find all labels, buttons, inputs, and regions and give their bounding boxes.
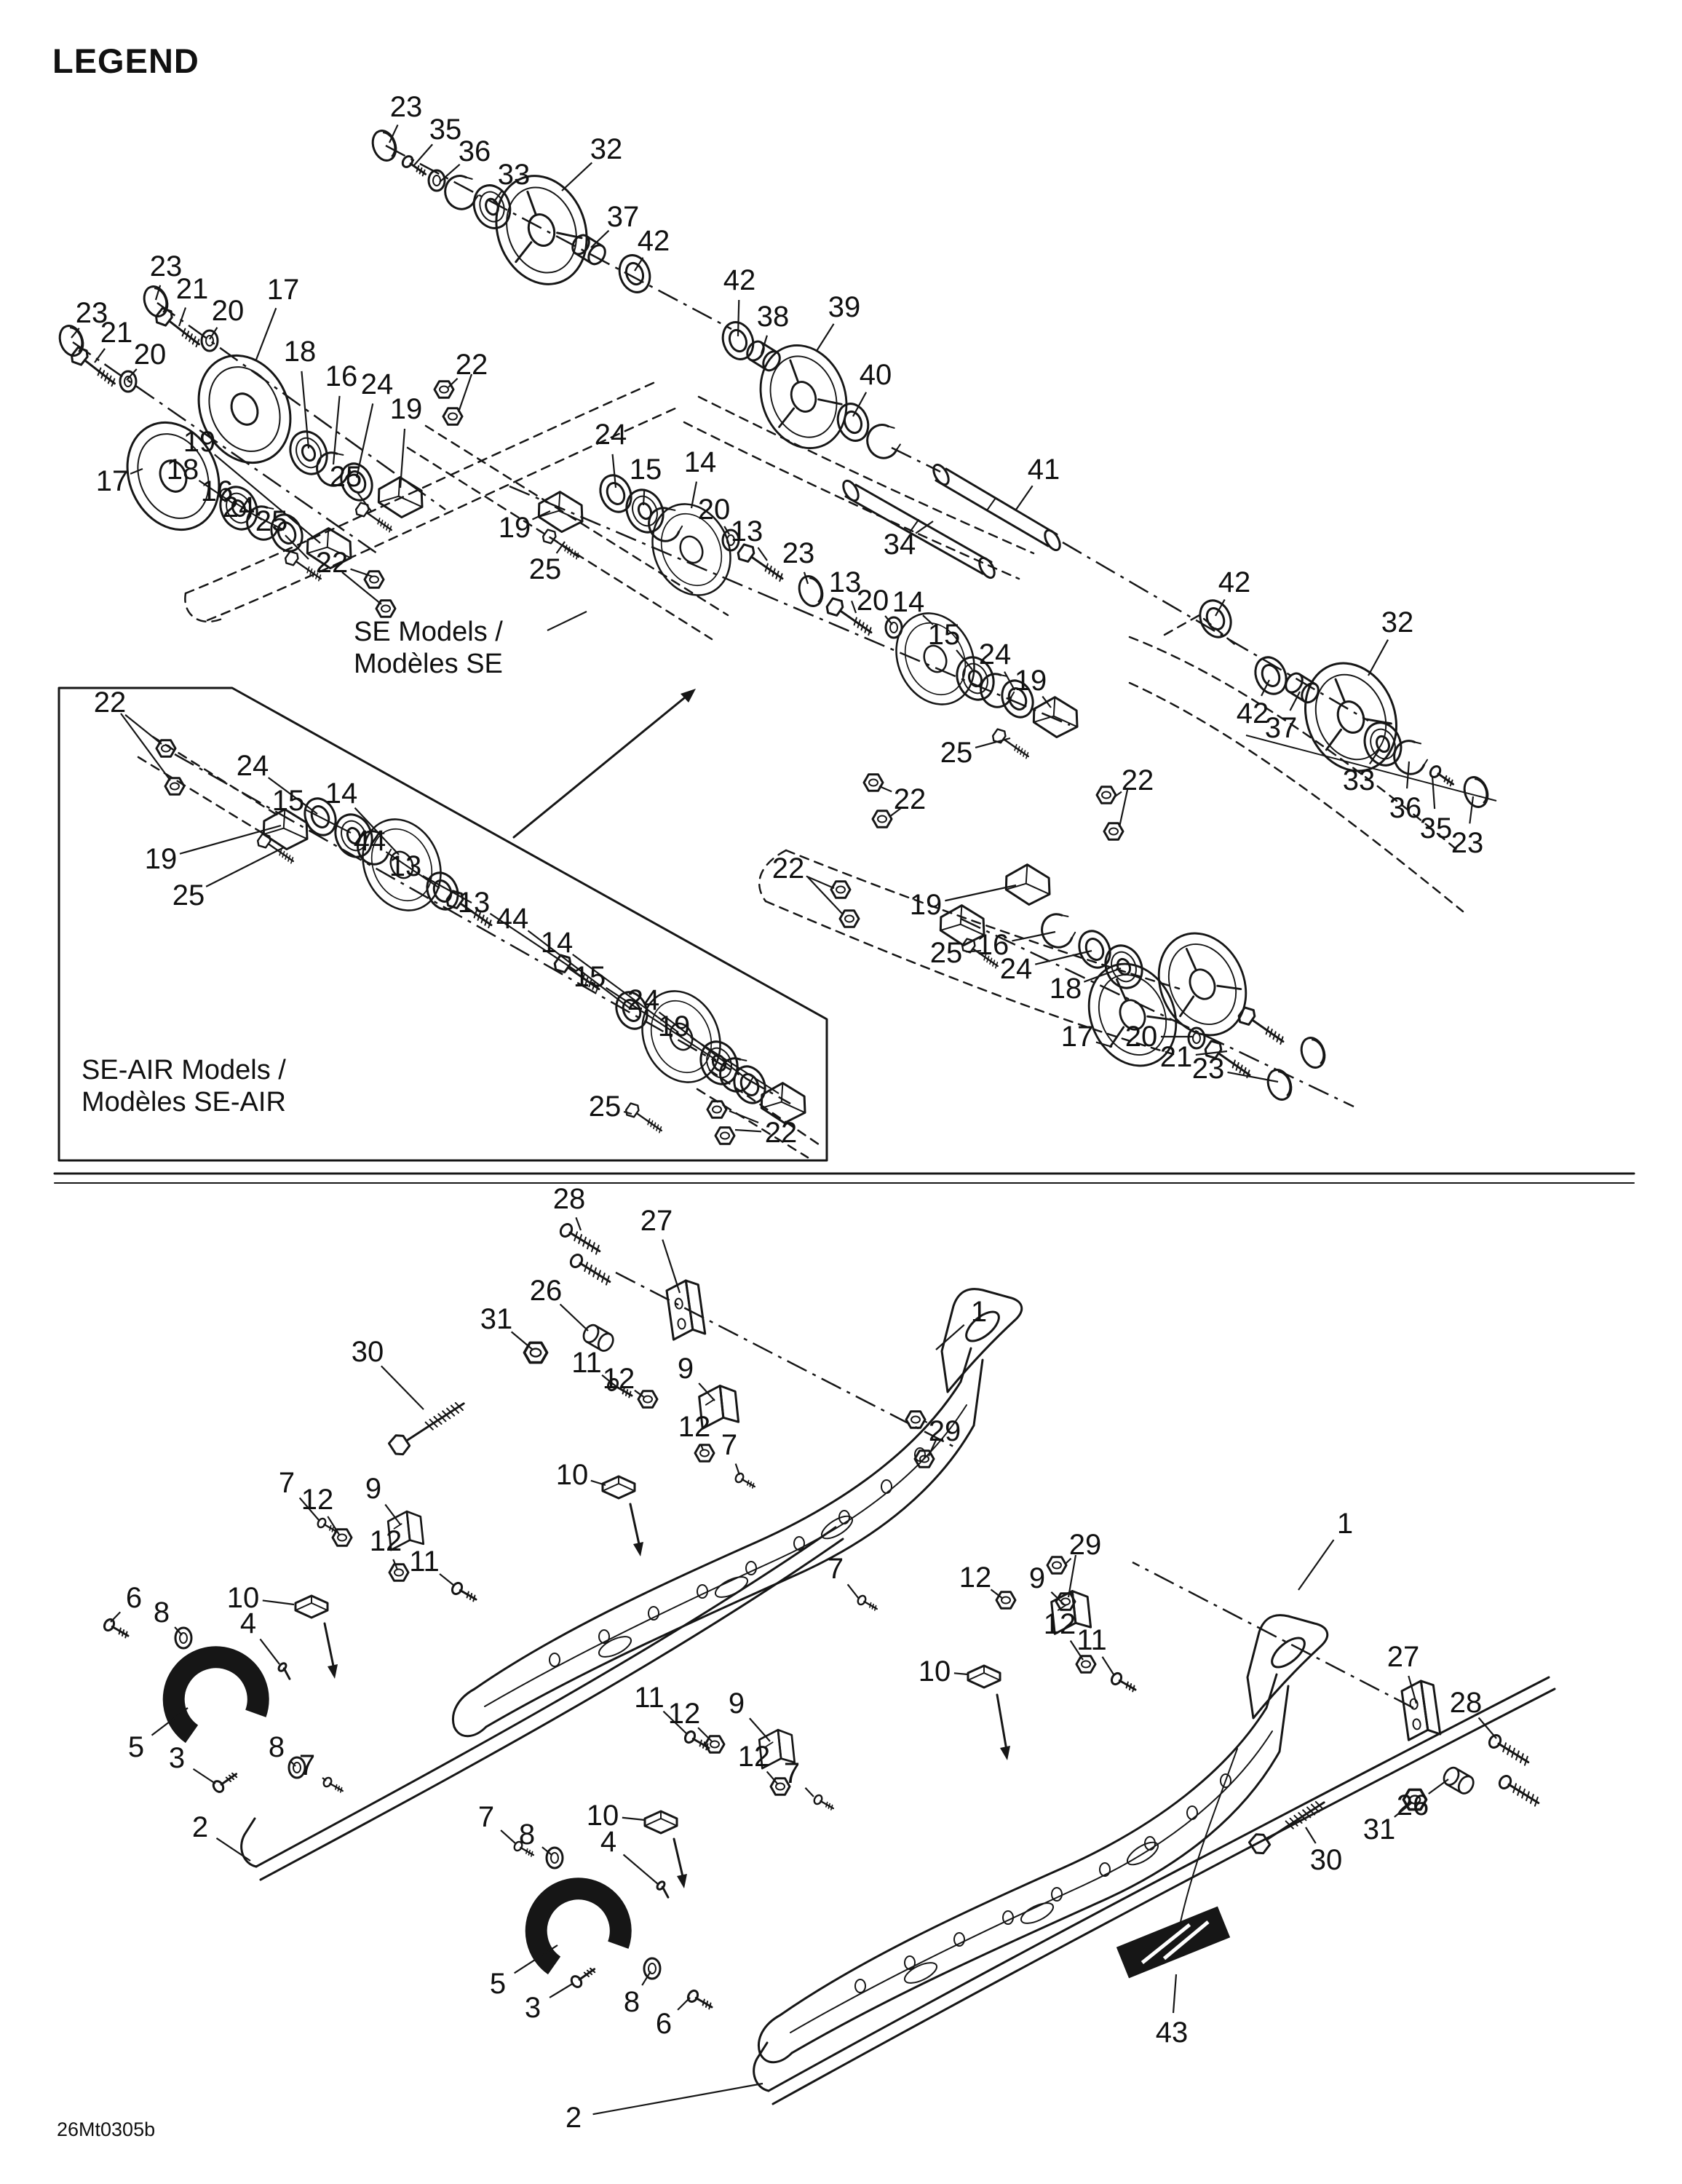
part-callout-23: 23 [75, 297, 108, 329]
rear-idler-wheel-group [808, 775, 1328, 1103]
part-callout-37: 37 [1264, 712, 1298, 744]
part-callout-25: 25 [329, 461, 362, 493]
part-callout-28: 28 [552, 1183, 586, 1215]
part-callout-13: 13 [457, 887, 491, 919]
part-callout-24: 24 [978, 638, 1012, 670]
part-callout-23: 23 [1451, 827, 1484, 859]
part-callout-14: 14 [325, 778, 358, 810]
part-callout-14: 14 [892, 586, 925, 618]
se-models-label-line1: SE Models / [354, 617, 503, 647]
part-callout-18: 18 [283, 336, 317, 368]
part-callout-24: 24 [236, 750, 269, 782]
part-callout-5: 5 [127, 1731, 145, 1763]
part-callout-24: 24 [594, 419, 627, 451]
callout-leader-2 [593, 2084, 763, 2114]
part-callout-25: 25 [588, 1091, 622, 1123]
callout-leader-25 [624, 1112, 632, 1114]
callout-leader-10 [622, 1818, 645, 1820]
part-callout-39: 39 [828, 291, 861, 323]
callout-leader-7 [736, 1464, 739, 1475]
part-callout-24: 24 [360, 368, 394, 400]
part-callout-12: 12 [301, 1484, 334, 1516]
callout-leader-9 [699, 1383, 715, 1401]
part-callout-8: 8 [518, 1819, 536, 1851]
part-callout-21: 21 [175, 273, 209, 305]
callout-leader-32 [562, 162, 592, 191]
part-callout-32: 32 [590, 133, 623, 165]
part-callout-14: 14 [683, 446, 717, 478]
callout-leader-9 [750, 1718, 770, 1741]
callout-leader-22 [125, 715, 162, 744]
part-callout-9: 9 [728, 1688, 745, 1720]
callout-leader-7 [501, 1830, 515, 1843]
callout-leader-3 [194, 1769, 215, 1784]
part-callout-23: 23 [782, 537, 815, 569]
part-callout-22: 22 [315, 547, 349, 579]
callout-leader-31 [512, 1332, 533, 1350]
part-callout-21: 21 [1159, 1041, 1193, 1073]
inset-pointer-arrow [514, 612, 696, 837]
part-callout-7: 7 [278, 1467, 295, 1499]
part-callout-20: 20 [1124, 1021, 1158, 1053]
part-callout-44: 44 [496, 903, 529, 935]
part-callout-33: 33 [497, 159, 531, 191]
callout-leader-22 [879, 786, 892, 791]
callout-leader-35 [1432, 776, 1435, 809]
part-callout-19: 19 [389, 393, 423, 425]
part-callout-25: 25 [940, 737, 973, 769]
callout-leader-28 [576, 1217, 581, 1230]
part-callout-16: 16 [976, 929, 1009, 961]
part-callout-12: 12 [369, 1525, 402, 1557]
part-callout-31: 31 [480, 1303, 513, 1335]
part-callout-15: 15 [271, 785, 305, 817]
part-callout-9: 9 [365, 1473, 382, 1505]
center-axle-group [536, 470, 1081, 762]
part-callout-41: 41 [1027, 454, 1060, 486]
callout-leader-6 [111, 1612, 120, 1622]
callout-leader-10 [954, 1673, 968, 1674]
part-callout-40: 40 [859, 359, 892, 391]
callout-leader-23 [1469, 796, 1473, 823]
part-callout-24: 24 [222, 491, 255, 523]
part-callout-8: 8 [268, 1731, 285, 1763]
part-callout-2: 2 [565, 2102, 582, 2134]
part-callout-29: 29 [928, 1415, 961, 1447]
part-callout-20: 20 [697, 494, 731, 526]
part-callout-13: 13 [389, 850, 422, 882]
part-callout-11: 11 [409, 1546, 440, 1578]
part-callout-2: 2 [191, 1811, 209, 1843]
left-rail-assembly [103, 1222, 1022, 1880]
part-callout-18: 18 [166, 454, 199, 486]
part-callout-36: 36 [1389, 792, 1422, 824]
part-callout-26: 26 [1396, 1789, 1429, 1821]
part-callout-22: 22 [93, 687, 127, 719]
callout-leader-21 [95, 349, 105, 363]
callout-leader-7 [805, 1788, 814, 1797]
part-callout-25: 25 [528, 553, 562, 585]
callout-leader-6 [678, 1998, 690, 2010]
callout-leader-32 [1368, 640, 1388, 676]
callout-leader-4 [624, 1855, 658, 1884]
part-callout-7: 7 [298, 1749, 316, 1781]
part-callout-35: 35 [429, 114, 462, 146]
part-callout-19: 19 [657, 1010, 691, 1042]
part-callout-34: 34 [883, 529, 916, 561]
callout-leader-19 [945, 885, 1016, 901]
part-callout-19: 19 [909, 889, 943, 921]
callout-leader-22 [806, 877, 834, 888]
part-callout-12: 12 [667, 1698, 701, 1730]
part-callout-7: 7 [783, 1757, 801, 1789]
part-callout-10: 10 [918, 1655, 951, 1688]
part-callout-13: 13 [730, 515, 763, 547]
part-callout-22: 22 [764, 1117, 798, 1149]
callout-leader-35 [413, 144, 432, 166]
callout-leader-36 [1407, 761, 1409, 788]
se-models-label-line2: Modèles SE [354, 649, 503, 679]
part-callout-22: 22 [1121, 764, 1154, 796]
callout-leader-39 [817, 324, 834, 351]
part-callout-9: 9 [677, 1353, 694, 1385]
part-callout-37: 37 [606, 201, 640, 233]
part-callout-30: 30 [351, 1336, 384, 1368]
part-callout-24: 24 [999, 953, 1033, 985]
callout-leader-12 [328, 1516, 339, 1535]
callout-leader-2 [216, 1838, 250, 1861]
part-callout-28: 28 [1449, 1687, 1483, 1719]
part-callout-11: 11 [571, 1347, 602, 1379]
part-callout-19: 19 [1014, 665, 1047, 697]
part-callout-31: 31 [1362, 1813, 1396, 1845]
part-callout-5: 5 [489, 1968, 507, 2000]
part-callout-42: 42 [1218, 566, 1251, 598]
part-callout-44: 44 [353, 825, 386, 857]
part-callout-23: 23 [1191, 1053, 1225, 1085]
part-callout-24: 24 [627, 984, 660, 1016]
part-callout-25: 25 [929, 937, 963, 969]
callout-leader-19 [1042, 697, 1051, 708]
part-callout-22: 22 [771, 852, 805, 885]
callout-leader-12 [701, 1445, 703, 1450]
part-callout-12: 12 [737, 1741, 771, 1773]
part-callout-11: 11 [634, 1682, 665, 1714]
callout-leader-4 [260, 1639, 279, 1664]
part-callout-42: 42 [723, 264, 756, 296]
part-callout-12: 12 [959, 1562, 992, 1594]
part-callout-1: 1 [1336, 1508, 1354, 1540]
document-code: 26Mt0305b [57, 2118, 156, 2140]
part-callout-43: 43 [1155, 2017, 1189, 2049]
part-callout-19: 19 [144, 843, 178, 875]
part-callout-23: 23 [149, 250, 183, 282]
part-callout-9: 9 [1028, 1562, 1046, 1594]
part-callout-35: 35 [1419, 812, 1453, 844]
callout-leader-30 [1306, 1827, 1316, 1843]
callout-leader-10 [263, 1600, 294, 1605]
part-callout-12: 12 [602, 1363, 635, 1395]
callout-leader-3 [550, 1983, 574, 1998]
part-callout-19: 19 [498, 512, 531, 544]
part-callout-20: 20 [211, 295, 245, 327]
callout-leader-25 [206, 847, 284, 887]
part-callout-7: 7 [477, 1801, 495, 1833]
part-callout-22: 22 [893, 783, 927, 815]
part-callout-15: 15 [629, 454, 662, 486]
part-callout-10: 10 [586, 1800, 619, 1832]
part-callout-42: 42 [637, 225, 670, 257]
part-callout-13: 13 [828, 566, 862, 598]
part-callout-27: 27 [640, 1205, 673, 1237]
part-callout-10: 10 [226, 1582, 260, 1614]
part-callout-20: 20 [856, 585, 889, 617]
callout-leader-26 [560, 1305, 588, 1331]
part-callout-22: 22 [455, 349, 488, 381]
part-callout-15: 15 [927, 619, 961, 651]
part-callout-36: 36 [458, 135, 491, 167]
part-callout-14: 14 [540, 927, 574, 959]
part-callout-6: 6 [655, 2008, 673, 2040]
part-callout-30: 30 [1309, 1844, 1343, 1876]
callout-leader-30 [381, 1366, 424, 1409]
se-air-models-label-line2: Modèles SE-AIR [82, 1087, 286, 1117]
callout-leader-13 [852, 601, 856, 613]
part-callout-15: 15 [573, 961, 606, 993]
part-callout-12: 12 [1043, 1608, 1076, 1640]
callout-leader-19 [180, 826, 281, 854]
callout-leader-21 [179, 307, 186, 326]
callout-leader-15 [643, 489, 644, 505]
se-air-models-label-line1: SE-AIR Models / [82, 1055, 286, 1085]
part-callout-17: 17 [266, 274, 300, 306]
part-callout-8: 8 [153, 1597, 170, 1629]
part-callout-8: 8 [623, 1986, 640, 2018]
callout-leader-41 [1016, 486, 1033, 510]
callout-leader-26 [1429, 1779, 1448, 1794]
part-callout-10: 10 [555, 1459, 589, 1491]
part-callout-16: 16 [325, 360, 358, 392]
part-callout-29: 29 [1068, 1529, 1102, 1561]
part-callout-4: 4 [239, 1607, 257, 1639]
part-callout-42: 42 [1236, 697, 1269, 729]
part-callout-3: 3 [524, 1992, 542, 2024]
callout-leader-14 [691, 482, 697, 508]
part-callout-17: 17 [1060, 1021, 1094, 1053]
part-callout-21: 21 [100, 317, 133, 349]
callout-leader-27 [662, 1240, 680, 1293]
callout-leader-17 [256, 308, 276, 360]
callout-leader-11 [1103, 1657, 1114, 1674]
part-callout-23: 23 [389, 91, 423, 123]
part-callout-32: 32 [1381, 606, 1414, 638]
part-callout-4: 4 [600, 1826, 617, 1858]
part-callout-25: 25 [172, 879, 205, 911]
part-callout-19: 19 [183, 426, 216, 458]
part-callout-20: 20 [133, 339, 167, 371]
part-callout-17: 17 [95, 465, 129, 497]
part-callout-6: 6 [125, 1582, 143, 1614]
part-callout-12: 12 [678, 1411, 711, 1443]
part-callout-11: 11 [1076, 1624, 1107, 1656]
part-callout-7: 7 [827, 1553, 844, 1585]
callout-leader-7 [848, 1584, 859, 1599]
callout-leader-1 [1298, 1540, 1333, 1590]
callout-leader-17 [130, 469, 143, 474]
part-callout-18: 18 [1049, 973, 1082, 1005]
part-callout-27: 27 [1387, 1641, 1420, 1673]
part-callout-25: 25 [255, 505, 288, 537]
part-callout-26: 26 [529, 1275, 563, 1307]
callout-leader-1 [936, 1325, 964, 1350]
callout-leader-11 [440, 1574, 454, 1586]
callout-leader-43 [1173, 1974, 1176, 2013]
callout-leader-22 [735, 1130, 761, 1131]
part-callout-16: 16 [200, 475, 234, 507]
part-callout-38: 38 [756, 301, 790, 333]
part-callout-7: 7 [721, 1429, 738, 1461]
callout-leader-13 [758, 547, 767, 561]
part-callout-1: 1 [970, 1296, 988, 1328]
part-callout-33: 33 [1342, 764, 1376, 796]
legend-title: LEGEND [52, 41, 199, 80]
callout-leader-42 [738, 300, 739, 336]
part-callout-3: 3 [168, 1742, 186, 1774]
